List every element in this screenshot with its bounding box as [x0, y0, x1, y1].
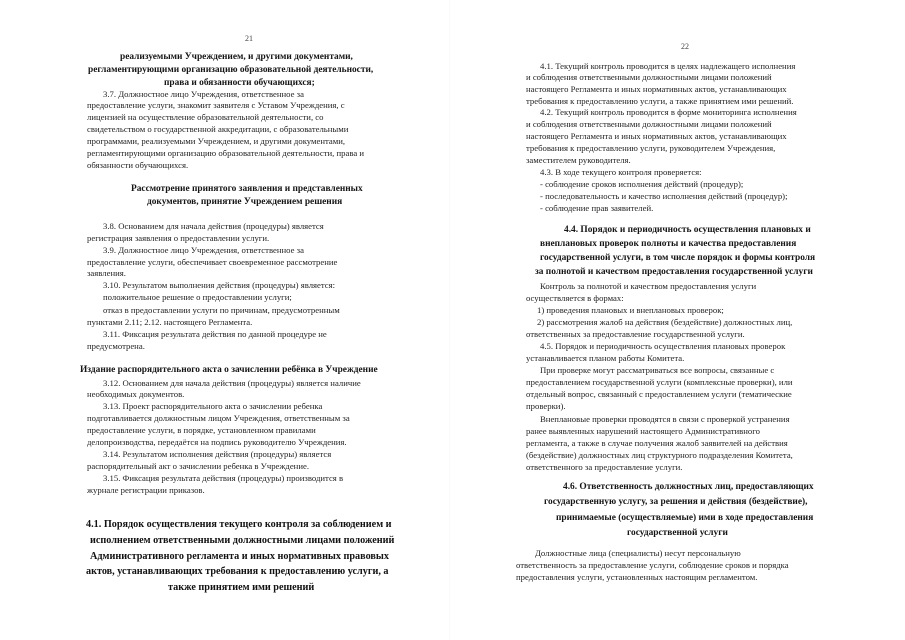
- text-line: осуществляется в формах:: [526, 293, 624, 303]
- section-heading: 4.4. Порядок и периодичность осуществления плановых и: [564, 225, 811, 235]
- text-line: свидетельством о государственной аккредитации, с образовательными: [87, 124, 349, 134]
- text-line: ранее выявленных нарушений настоящего Административного: [526, 426, 760, 436]
- text-line: 3.10. Результатом выполнения действия (процедуры) является:: [103, 280, 336, 290]
- text-line: - соблюдение сроков исполнения действий (процедур);: [540, 179, 744, 189]
- section-heading: Издание распорядительного акта о зачислении ребёнка в Учреждение: [80, 365, 378, 375]
- section-heading: государственной услуги: [627, 528, 728, 538]
- section-heading: 4.6. Ответственность должностных лиц, предоставляющих: [563, 482, 814, 492]
- section-heading: исполнением ответственными должностными лицами положений: [90, 535, 395, 546]
- text-line: предоставление услуги, обеспечивает своевременное рассмотрение: [87, 257, 338, 267]
- text-line: обязанности обучающихся.: [87, 160, 189, 170]
- section-heading: также принятием ими решений: [168, 582, 315, 593]
- text-line: реализуемыми Учреждением, и другими документами,: [120, 52, 353, 62]
- text-line: устанавливается планом работы Комитета.: [526, 353, 685, 363]
- text-line: и соблюдения ответственными должностными лицами положений: [526, 119, 772, 129]
- text-line: пунктами 2.11; 2.12. настоящего Регламента.: [87, 317, 253, 327]
- text-line: 2) рассмотрения жалоб на действия (бездействие) должностных лиц,: [537, 317, 793, 327]
- text-line: регламента, а также в случае получения жалоб заявителей на действия: [526, 438, 788, 448]
- text-line: положительное решение о предоставлении услуги;: [103, 292, 292, 302]
- text-line: Контроль за полнотой и качеством предоставления услуги: [540, 281, 757, 291]
- text-line: необходимых документов.: [87, 389, 185, 399]
- text-line: ответственных за предоставление государственной услуги.: [526, 329, 745, 339]
- text-line: отдельный вопрос, связанный с предоставлением услуги (тематические: [526, 389, 792, 399]
- text-line: предоставление услуги, знакомит заявителя с Уставом Учреждения, с: [87, 100, 345, 110]
- section-heading: за полнотой и качеством предоставления государственной услуги: [535, 267, 813, 277]
- text-line: 4.1. Текущий контроль проводится в целях надлежащего исполнения: [540, 61, 796, 71]
- text-line: 4.3. В ходе текущего контроля проверяется:: [540, 167, 702, 177]
- page-gutter: [449, 0, 450, 640]
- section-heading: государственную услугу, за решения и действия (бездействие),: [544, 497, 808, 507]
- text-line: 1) проведения плановых и внеплановых проверок;: [537, 305, 724, 315]
- text-line: - соблюдение прав заявителей.: [540, 203, 654, 213]
- section-heading: Рассмотрение принятого заявления и представленных: [131, 184, 363, 194]
- section-heading: 4.1. Порядок осуществления текущего контроля за соблюдением и: [86, 519, 392, 530]
- text-line: 3.8. Основанием для начала действия (процедуры) является: [103, 221, 324, 231]
- text-line: требования к предоставлению услуги, а также принятием ими решений.: [526, 96, 794, 106]
- text-line: распорядительный акт о зачислении ребенка в Учреждение.: [87, 461, 310, 471]
- text-line: 3.14. Результатом исполнения действия (процедуры) является: [103, 449, 332, 459]
- text-line: Должностные лица (специалисты) несут персональную: [535, 548, 741, 558]
- text-line: 3.15. Фиксация результата действия (процедуры) производится в: [103, 473, 344, 483]
- text-line: проверки).: [526, 401, 566, 411]
- text-line: 3.11. Фиксация результата действия по данной процедуре не: [103, 329, 327, 339]
- text-line: При проверке могут рассматриваться все вопросы, связанные с: [540, 365, 775, 375]
- text-line: 3.12. Основанием для начала действия (процедуры) является наличие: [103, 378, 361, 388]
- text-line: настоящего Регламента и иных нормативных актов, устанавливающих: [526, 84, 787, 94]
- text-line: заявления.: [87, 268, 126, 278]
- section-heading: внеплановых проверок полноты и качества предоставления: [540, 239, 797, 249]
- text-line: делопроизводства, передаётся на подпись руководителю Учреждения.: [87, 437, 347, 447]
- text-line: отказ в предоставлении услуги по причинам, предусмотренным: [103, 305, 340, 315]
- page-number: 21: [245, 34, 253, 43]
- text-line: (бездействие) должностных лиц структурного подразделения Комитета,: [526, 450, 793, 460]
- page-number: 22: [681, 42, 689, 51]
- text-line: 3.7. Должностное лицо Учреждения, ответственное за: [103, 89, 304, 99]
- text-line: заместителем руководителя.: [526, 155, 631, 165]
- text-line: Внеплановые проверки проводятся в связи с проверкой устранения: [540, 414, 790, 424]
- section-heading: актов, устанавливающих требования к предоставлению услуги, а: [86, 566, 389, 577]
- text-line: 3.13. Проект распорядительного акта о зачислении ребенка: [103, 401, 323, 411]
- text-line: 4.2. Текущий контроль проводится в форме мониторинга исполнения: [540, 107, 797, 117]
- text-line: регистрация заявления о предоставлении услуги.: [87, 233, 270, 243]
- text-line: подготавливается должностным лицом Учреждения, ответственным за: [87, 413, 350, 423]
- section-heading: Административного регламента и иных нормативных правовых: [90, 551, 389, 562]
- text-line: ответственность за предоставление услуги, соблюдение сроков и порядка: [516, 560, 789, 570]
- text-line: настоящего Регламента и иных нормативных актов, устанавливающих: [526, 131, 787, 141]
- text-line: лицензией на осуществление образовательной деятельности, со: [87, 112, 324, 122]
- section-heading: государственной услуги, в том числе порядок и формы контроля: [540, 253, 816, 263]
- text-line: предоставление услуги, в порядке, установленном правилами: [87, 425, 316, 435]
- text-line: - последовательность и качество исполнения действий (процедур);: [540, 191, 788, 201]
- text-line: регламентирующими организацию образовательной деятельности,: [88, 65, 374, 75]
- text-line: предоставления услуги, установленных настоящим регламентом.: [516, 572, 758, 582]
- text-line: предусмотрена.: [87, 341, 145, 351]
- section-heading: принимаемые (осуществляемые) ими в ходе предоставления: [556, 513, 814, 523]
- text-line: регламентирующими организацию образовательной деятельности, права и: [87, 148, 364, 158]
- text-line: журнале регистрации приказов.: [87, 485, 205, 495]
- text-line: требования к предоставлению услуги, руководителем Учреждения,: [526, 143, 776, 153]
- text-line: и соблюдения ответственными должностными лицами положений: [526, 72, 772, 82]
- text-line: права и обязанности обучающихся;: [164, 78, 315, 88]
- section-heading: документов, принятие Учреждением решения: [147, 197, 343, 207]
- text-line: предоставлением государственной услуги (комплексные проверки), или: [526, 377, 793, 387]
- text-line: 4.5. Порядок и периодичность осуществления плановых проверок: [540, 341, 786, 351]
- text-line: 3.9. Должностное лицо Учреждения, ответственное за: [103, 245, 304, 255]
- text-line: программами, реализуемыми Учреждением, и другими документами,: [87, 136, 346, 146]
- text-line: ответственного за предоставление услуги.: [526, 462, 683, 472]
